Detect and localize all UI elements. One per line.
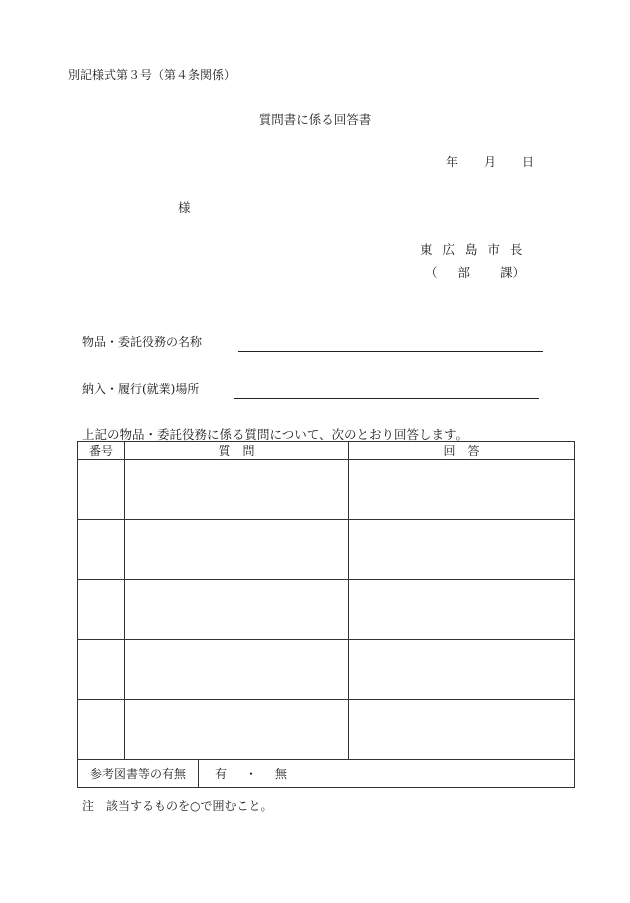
row-answer-cell[interactable] — [349, 700, 575, 760]
note-text: 注 該当するものを○で囲むこと。 — [82, 799, 273, 813]
row-number-cell[interactable] — [78, 640, 125, 700]
goods-name-label: 物品・委託役務の名称 — [82, 335, 203, 349]
table-row — [78, 700, 575, 760]
section-label: 課） — [500, 265, 526, 280]
qa-header-row — [78, 442, 575, 460]
reference-label: 参考図書等の有無 — [78, 760, 199, 788]
dept-open-paren: （ — [425, 265, 438, 280]
reference-materials-table — [77, 759, 575, 788]
option-no[interactable]: 無 — [275, 767, 288, 781]
date-day: 日 — [522, 155, 535, 169]
form-number: 別記様式第３号（第４条関係） — [68, 68, 237, 82]
row-question-cell[interactable] — [125, 520, 349, 580]
date-month: 月 — [484, 155, 497, 169]
row-question-cell[interactable] — [125, 460, 349, 520]
qa-table — [77, 441, 575, 760]
header-number: 番号 — [78, 442, 125, 460]
row-number-cell[interactable] — [78, 460, 125, 520]
row-question-cell[interactable] — [125, 580, 349, 640]
goods-name-field-line[interactable] — [238, 351, 543, 352]
sender-department — [425, 263, 525, 281]
reference-options — [199, 760, 575, 788]
row-question-cell[interactable] — [125, 700, 349, 760]
document-title: 質問書に係る回答書 — [258, 112, 372, 127]
option-yes[interactable]: 有 — [215, 767, 228, 781]
addressee-suffix: 様 — [178, 200, 191, 215]
delivery-place-label: 納入・履行(就業)場所 — [82, 382, 200, 396]
row-answer-cell[interactable] — [349, 520, 575, 580]
date-line — [446, 153, 534, 170]
header-answer: 回 答 — [349, 442, 575, 460]
row-answer-cell[interactable] — [349, 580, 575, 640]
intro-text: 上記の物品・委託役務に係る質問について、次のとおり回答します。 — [82, 427, 469, 442]
table-row — [78, 640, 575, 700]
date-year: 年 — [446, 155, 459, 169]
row-answer-cell[interactable] — [349, 460, 575, 520]
row-answer-cell[interactable] — [349, 640, 575, 700]
table-row — [78, 460, 575, 520]
sender-title: 東 広 島 市 長 — [420, 242, 523, 257]
row-question-cell[interactable] — [125, 640, 349, 700]
table-row — [78, 520, 575, 580]
option-separator: ・ — [245, 767, 258, 781]
row-number-cell[interactable] — [78, 520, 125, 580]
row-number-cell[interactable] — [78, 580, 125, 640]
table-row — [78, 580, 575, 640]
row-number-cell[interactable] — [78, 700, 125, 760]
header-question: 質 問 — [125, 442, 349, 460]
dept-label: 部 — [457, 265, 471, 280]
delivery-place-field-line[interactable] — [234, 398, 539, 399]
